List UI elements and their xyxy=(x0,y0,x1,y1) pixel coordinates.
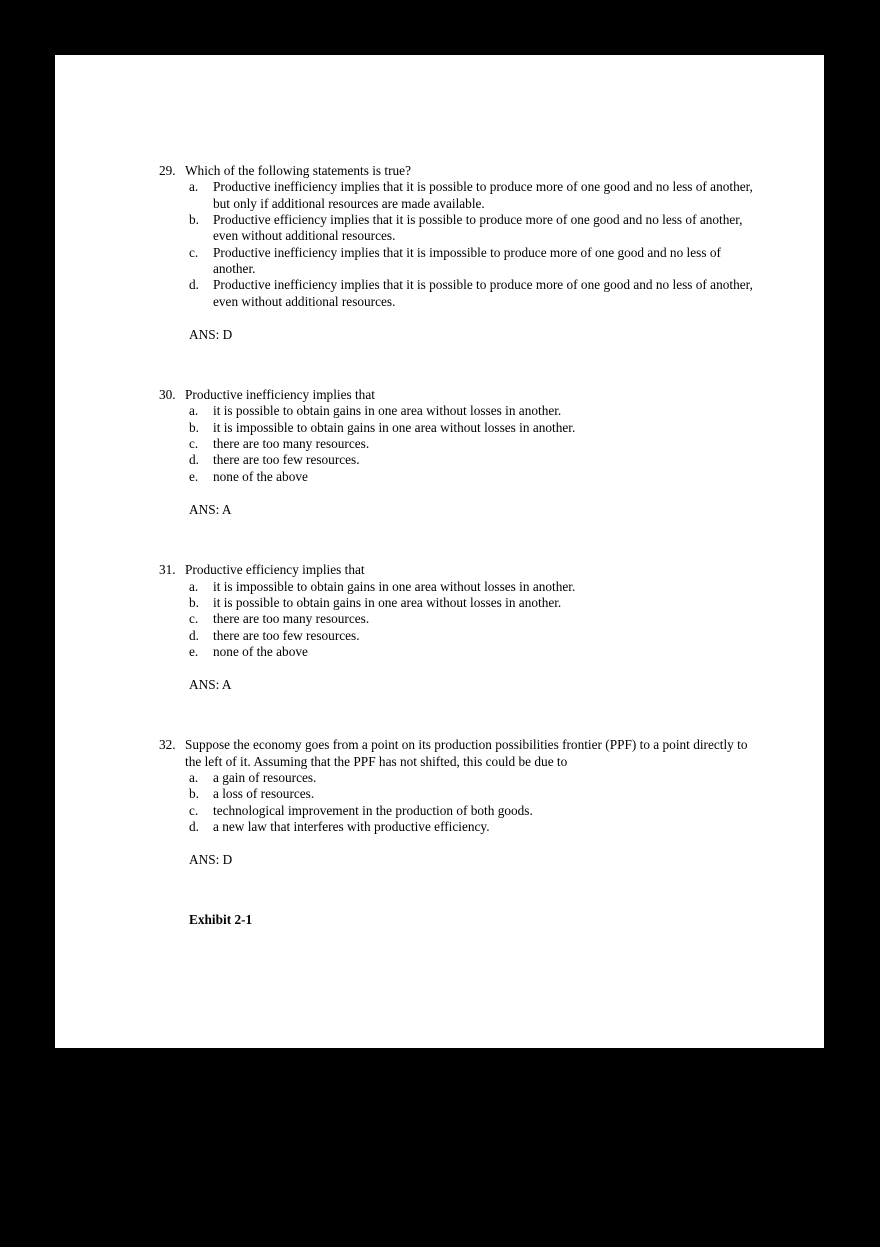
option-list xyxy=(155,770,765,835)
question-item xyxy=(155,562,765,693)
question-heading xyxy=(155,562,765,578)
option-text: there are too few resources. xyxy=(213,627,360,643)
document-body xyxy=(155,163,765,928)
answer-line: ANS: A xyxy=(189,502,232,518)
option-letter: c. xyxy=(189,436,199,452)
option-text: none of the above xyxy=(213,468,308,484)
option-text: a gain of resources. xyxy=(213,769,317,785)
option-text: a new law that interferes with productive efficiency. xyxy=(213,818,490,834)
option-item xyxy=(189,212,765,245)
document-page xyxy=(55,55,824,1048)
option-letter: d. xyxy=(189,818,199,834)
option-item xyxy=(189,403,765,419)
option-text: it is possible to obtain gains in one area without losses in another. xyxy=(213,594,562,610)
option-letter: b. xyxy=(189,594,199,610)
question-number: 29. xyxy=(159,163,176,178)
option-item xyxy=(189,452,765,468)
option-letter: a. xyxy=(189,769,199,785)
option-item xyxy=(189,277,765,310)
option-item xyxy=(189,644,765,660)
question-item xyxy=(155,163,765,343)
option-text: there are too many resources. xyxy=(213,436,370,452)
option-letter: e. xyxy=(189,643,199,659)
option-text: a loss of resources. xyxy=(213,786,315,802)
question-heading xyxy=(155,387,765,403)
option-letter: c. xyxy=(189,802,199,818)
option-letter: e. xyxy=(189,468,199,484)
option-text: Productive inefficiency implies that it is possible to produce more of one good and no less of another, but only if additional resources are made available. xyxy=(213,179,753,211)
question-text: Productive inefficiency implies that xyxy=(185,387,375,403)
option-item xyxy=(189,819,765,835)
option-item xyxy=(189,628,765,644)
option-text: none of the above xyxy=(213,643,308,659)
option-letter: d. xyxy=(189,452,199,468)
question-number: 30. xyxy=(159,387,176,403)
option-text: there are too many resources. xyxy=(213,611,370,627)
option-letter: c. xyxy=(189,244,199,260)
question-text: Suppose the economy goes from a point on its production possibilities frontier (PPF) to a point directly to the left of it. Assuming that the PPF has not shifted, this could be due to xyxy=(185,737,748,769)
option-item xyxy=(189,803,765,819)
answer-line: ANS: D xyxy=(189,327,233,343)
answer-line: ANS: A xyxy=(189,677,232,693)
option-letter: b. xyxy=(189,786,199,802)
question-number: 32. xyxy=(159,737,176,753)
option-letter: c. xyxy=(189,611,199,627)
question-heading xyxy=(155,737,765,770)
option-text: there are too few resources. xyxy=(213,452,360,468)
option-letter: a. xyxy=(189,179,199,195)
option-list xyxy=(155,579,765,661)
option-letter: a. xyxy=(189,578,199,594)
option-letter: d. xyxy=(189,277,199,293)
option-letter: d. xyxy=(189,627,199,643)
option-item xyxy=(189,179,765,212)
option-text: technological improvement in the production of both goods. xyxy=(213,802,533,818)
question-number: 31. xyxy=(159,562,176,578)
option-letter: a. xyxy=(189,403,199,419)
option-item xyxy=(189,469,765,485)
option-letter: b. xyxy=(189,419,199,435)
option-item xyxy=(189,579,765,595)
option-item xyxy=(189,786,765,802)
option-letter: b. xyxy=(189,212,199,228)
question-item xyxy=(155,737,765,868)
option-list xyxy=(155,179,765,310)
option-item xyxy=(189,436,765,452)
question-heading xyxy=(155,163,765,179)
question-text: Productive efficiency implies that xyxy=(185,562,365,578)
option-item xyxy=(189,420,765,436)
option-text: it is possible to obtain gains in one area without losses in another. xyxy=(213,403,562,419)
option-item xyxy=(189,770,765,786)
question-item xyxy=(155,387,765,518)
option-item xyxy=(189,245,765,278)
answer-line: ANS: D xyxy=(189,852,233,868)
option-text: Productive inefficiency implies that it is impossible to produce more of one good and no less of another. xyxy=(213,244,721,277)
option-text: Productive inefficiency implies that it is possible to produce more of one good and no less of another, even without additional resources. xyxy=(213,277,753,309)
option-item xyxy=(189,595,765,611)
question-text: Which of the following statements is true? xyxy=(185,163,411,178)
option-list xyxy=(155,403,765,485)
option-item xyxy=(189,611,765,627)
option-text: it is impossible to obtain gains in one area without losses in another. xyxy=(213,578,576,594)
option-text: it is impossible to obtain gains in one area without losses in another. xyxy=(213,419,576,435)
exhibit-label: Exhibit 2-1 xyxy=(189,912,253,928)
option-text: Productive efficiency implies that it is possible to produce more of one good and no less of another, even without additional resources. xyxy=(213,212,743,244)
